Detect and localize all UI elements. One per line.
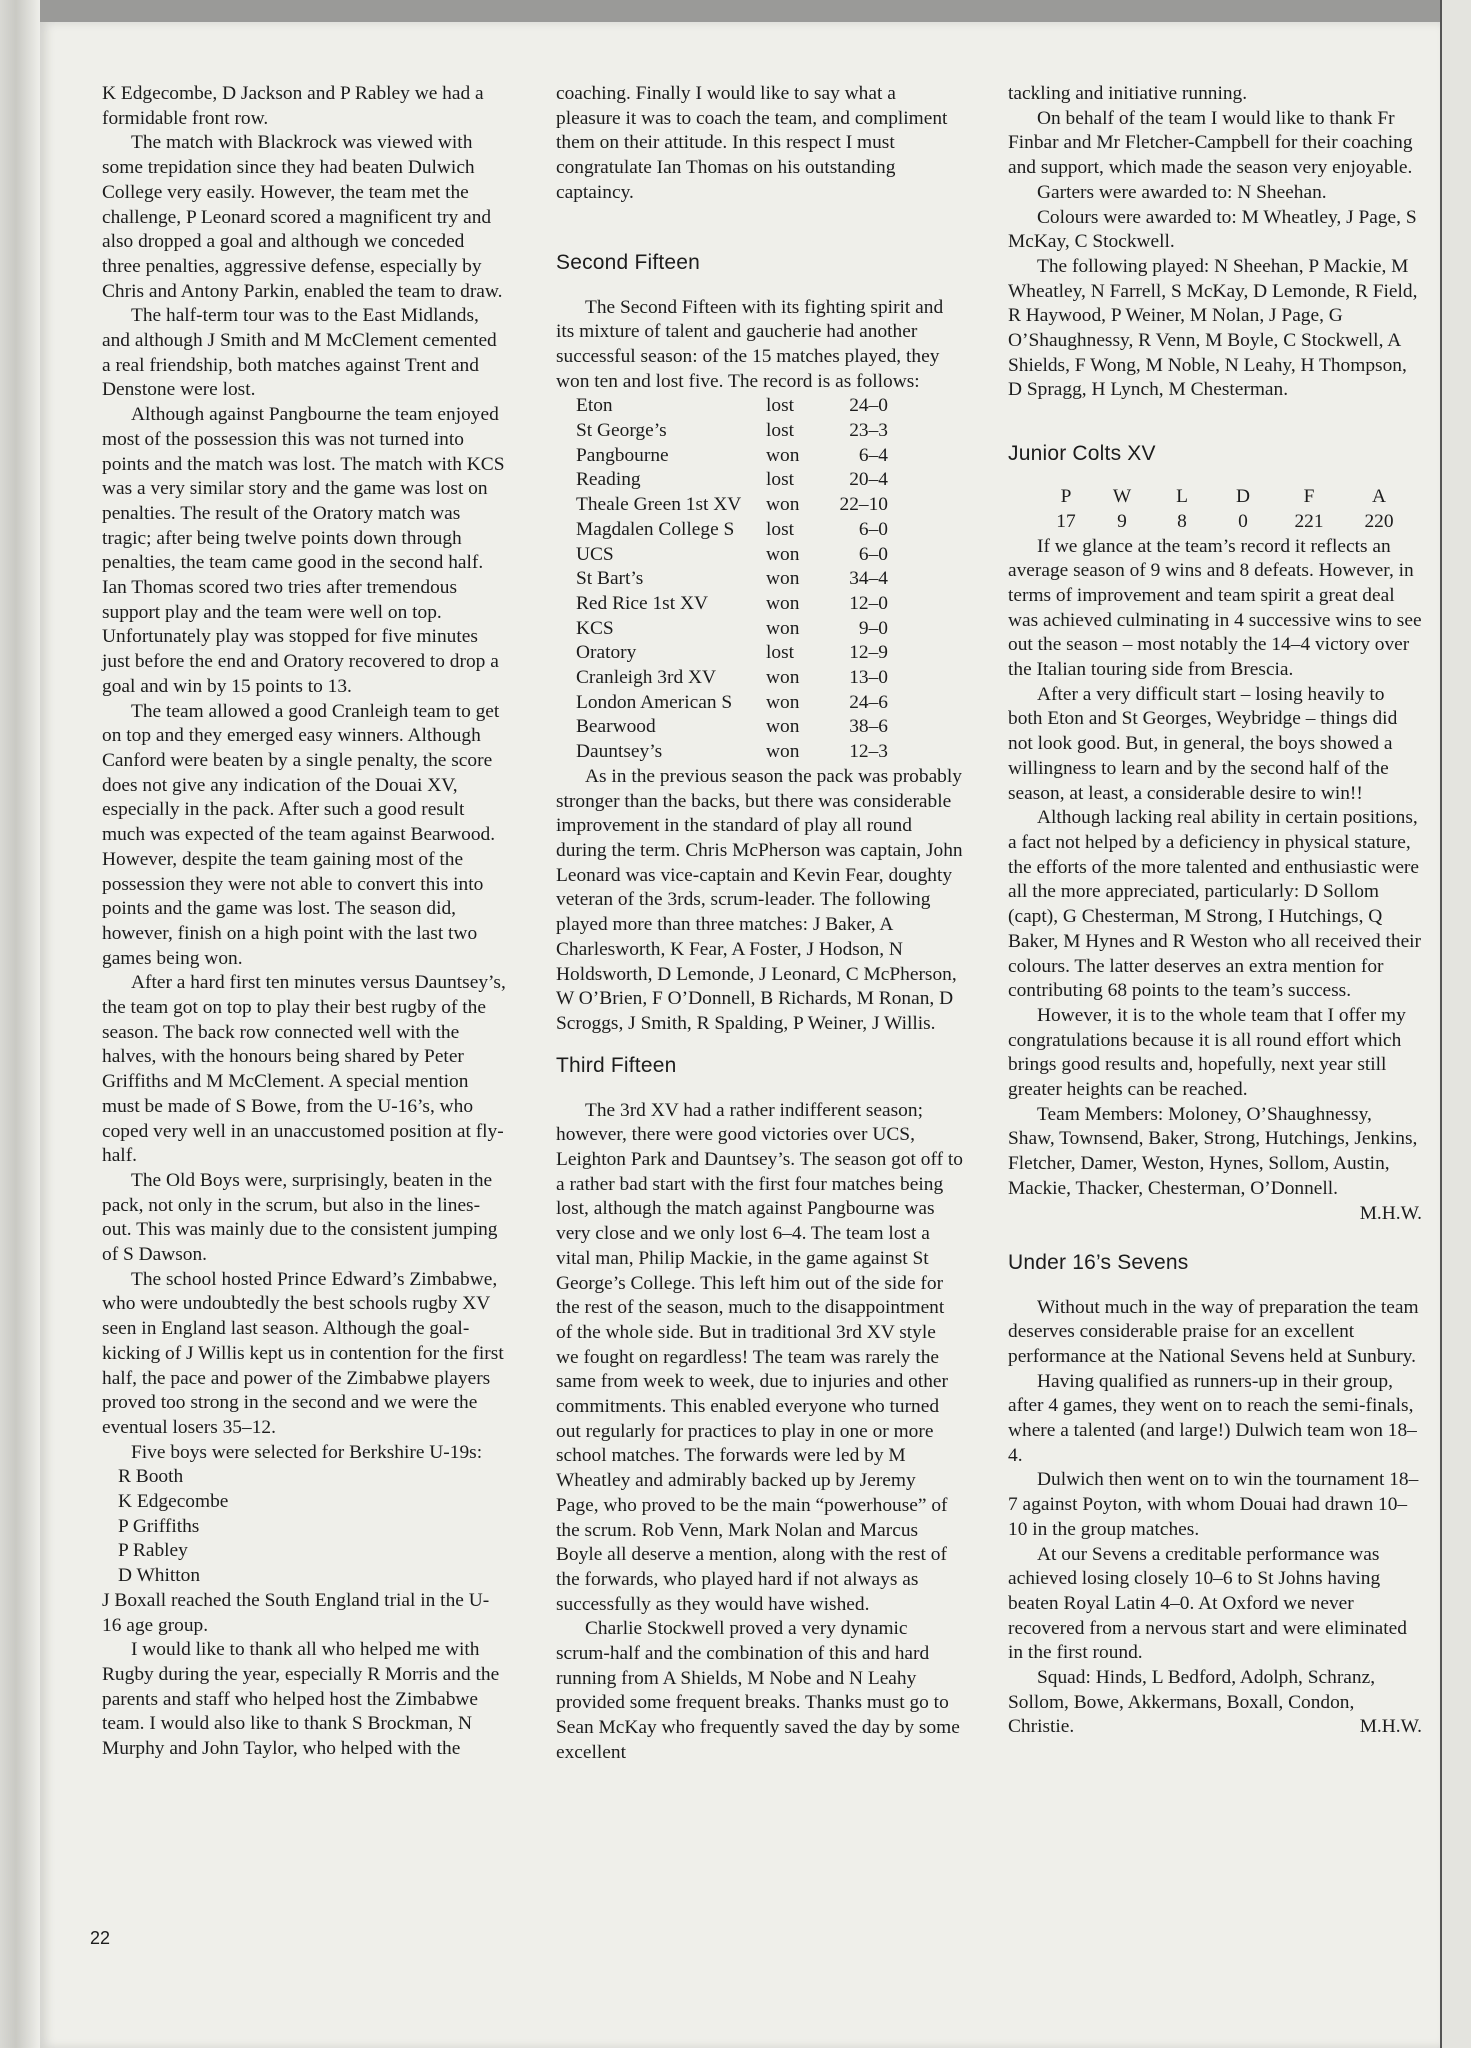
result-cell: won [766, 444, 800, 466]
paragraph [1008, 1666, 1422, 1740]
result-cell: won [766, 741, 800, 763]
paragraph: Without much in the way of preparation the team deserves considerable praise for an excellent performance at the National Sevens held at Sunbury. [1008, 1296, 1419, 1367]
section-heading-second-fifteen: Second Fifteen [556, 250, 701, 274]
result-cell: won [766, 716, 800, 738]
table-row [576, 567, 888, 592]
table-cell: 8 [1177, 510, 1187, 532]
paragraph: Garters were awarded to: N Sheehan. [1037, 181, 1327, 203]
paragraph: If we glance at the team’s record it reflects an average season of 9 wins and 8 defeats. However, in terms of improvement and team spirit a great deal was achieved culminating in 4 successive wins to see out the season – most notably the 14–4 victory over the Italian touring side from Brescia. [1008, 535, 1422, 681]
table-cell: 0 [1238, 510, 1248, 532]
table-row [576, 715, 888, 740]
paragraph: K Edgecombe, D Jackson and P Rabley we had a formidable front row. [102, 83, 484, 129]
facing-page-edge [1440, 0, 1471, 2048]
paragraph: Although against Pangbourne the team enjoyed most of the possession this was not turned into points and the match was lost. The match with KCS was a very similar story and the game was lost on penalties. The result of the Oratory match was tragic; after being twelve points down through penalties, the team came good in the second half. Ian Thomas scored two tries after tremendous support play and the team were well on top. Unfortunately play was stopped for five minutes just before the end and Oratory recovered to drop a goal and win by 15 points to 13. [102, 404, 505, 697]
score-cell: 12–3 [849, 741, 888, 763]
paragraph: However, it is to the whole team that I offer my congratulations because it is all round effort which brings good results and, hopefully, next year still greater heights can be reached. [1008, 1004, 1406, 1101]
paragraph [1008, 1103, 1422, 1224]
score-cell: 13–0 [849, 667, 888, 689]
opponent-cell: Reading [576, 469, 641, 491]
paragraph: After a very difficult start – losing heavily to both Eton and St Georges, Weybridge – things did not look good. But, in general, the boys showed a willingness to learn and by the second half of the season, at least, a considerable desire to win!! [1008, 683, 1398, 804]
score-cell: 38–6 [849, 716, 888, 738]
opponent-cell: UCS [576, 543, 614, 565]
table-row [576, 691, 888, 716]
opponent-cell: Oratory [576, 642, 637, 664]
table-row [576, 493, 888, 518]
list-item: R Booth [118, 1466, 184, 1488]
paragraph: coaching. Finally I would like to say what a pleasure it was to coach the team, and compliment them on their attitude. In this respect I must congratulate Ian Thomas on his outstanding captaincy. [556, 83, 948, 203]
paragraph: The team allowed a good Cranleigh team to get on top and they emerged easy winners. Although Canford were beaten by a single penalty, the score does not give any indication of the Douai XV, especially in the pack. After such a good result much was expected of the team against Bearwood. However, despite the team gaining most of the possession they were not able to convert this into points and the game was lost. The season did, however, finish on a high point with the last two games being won. [102, 700, 500, 969]
paragraph: The Old Boys were, surprisingly, beaten in the pack, not only in the scrum, but also in the lines-out. This was mainly due to the consistent jumping of S Dawson. [102, 1169, 498, 1266]
table-row [576, 444, 888, 469]
result-cell: won [766, 568, 800, 590]
opponent-cell: London American S [576, 691, 733, 713]
result-cell: won [766, 691, 800, 713]
section-heading-junior-colts: Junior Colts XV [1008, 442, 1156, 466]
table-row [576, 394, 888, 419]
result-cell: won [766, 617, 800, 639]
paragraph: Five boys were selected for Berkshire U-19s: [131, 1441, 483, 1463]
score-cell: 24–6 [849, 691, 888, 713]
result-cell: lost [766, 642, 795, 664]
result-cell: lost [766, 395, 795, 417]
paragraph: Colours were awarded to: M Wheatley, J Page, S McKay, C Stockwell. [1008, 206, 1417, 253]
team-members: Team Members: Moloney, O’Shaughnessy, Shaw, Townsend, Baker, Strong, Hutchings, Jenkins, Fletcher, Damer, Weston, Hynes, Sollom, Austin, Mackie, Thacker, Chesterman, O’Donnell. [1008, 1103, 1418, 1199]
table-row [576, 543, 888, 568]
page-number: 22 [90, 1928, 111, 1948]
table-cell: 9 [1117, 510, 1127, 532]
result-cell: lost [766, 420, 795, 442]
paragraph: After a hard first ten minutes versus Dauntsey’s, the team got on top to play their best rugby of the season. The back row connected well with the halves, with the honours being shared by Peter Griffiths and M McClement. A special mention must be made of S Bowe, from the U-16’s, who coped very well in an unaccustomed position at fly-half. [102, 972, 506, 1167]
opponent-cell: Magdalen College S [576, 518, 735, 540]
paragraph: At our Sevens a creditable performance was achieved losing closely 10–6 to St Johns having beaten Royal Latin 4–0. At Oxford we never recovered from a nervous start and were eliminated in the first round. [1008, 1543, 1407, 1664]
result-cell: won [766, 543, 800, 565]
result-cell: lost [766, 518, 795, 540]
paragraph: As in the previous season the pack was probably stronger than the backs, but there was considerable improvement in the standard of play all round during the term. Chris McPherson was captain, John Leonard was vice-captain and Kevin Fear, doughty veteran of the 3rds, scrum-leader. The following played more than three matches: J Baker, A Charlesworth, K Fear, A Foster, J Hodson, N Holdsworth, D Lemonde, J Leonard, C McPherson, W O’Brien, F O’Donnell, B Richards, M Ronan, D Scroggs, J Smith, R Spalding, P Weiner, J Willis. [556, 765, 963, 1034]
paragraph: The match with Blackrock was viewed with some trepidation since they had beaten Dulwich College very easily. However, the team met the challenge, P Leonard scored a magnificent try and also dropped a goal and although we conceded three penalties, aggressive defense, especially by Chris and Antony Parkin, enabled the team to draw. [102, 132, 503, 302]
table-header: D [1235, 486, 1250, 508]
paragraph: Having qualified as runners-up in their group, after 4 games, they went on to reach the semi-finals, where a talented (and large!) Dulwich team won 18–4. [1008, 1370, 1417, 1466]
list-item: P Rabley [118, 1540, 188, 1562]
table-row [576, 740, 888, 765]
paragraph: On behalf of the team I would like to thank Fr Finbar and Mr Fletcher-Campbell for their coaching and support, which made the season very enjoyable. [1008, 107, 1413, 179]
section-heading-under-16-sevens: Under 16’s Sevens [1008, 1250, 1189, 1274]
table-header: P [1060, 486, 1072, 508]
table-header: L [1176, 486, 1188, 508]
paragraph: The 3rd XV had a rather indifferent season; however, there were good victories over UCS, Leighton Park and Dauntsey’s. The season got off to a rather bad start with the first four matches being lost, although the match against Pangbourne was very close and we only lost 6–4. The team lost a vital man, Philip Mackie, in the game against St George’s College. This left him out of the side for the rest of the season, much to the disappointment of the whole side. But in traditional 3rd XV style we fought on regardless! The team was rarely the same from week to week, due to injuries and other commitments. This enabled everyone who turned out regularly for practices to play in one or more school matches. The forwards were led by M Wheatley and admirably backed up by Jeremy Page, who proved to be the main “powerhouse” of the scrum. Rob Venn, Mark Nolan and Marcus Boyle all deserve a mention, along with the rest of the forwards, who played hard if not always as successfully as they would have wished. [556, 1099, 963, 1615]
table-header: A [1371, 486, 1386, 508]
opponent-cell: Cranleigh 3rd XV [576, 667, 717, 689]
paragraph: Charlie Stockwell proved a very dynamic scrum-half and the combination of this and hard running from A Shields, M Nobe and N Leahy provided some frequent breaks. Thanks must go to Sean McKay who frequently saved the day by some excellent [556, 1618, 960, 1763]
table-header: F [1303, 486, 1315, 508]
table-row [576, 419, 888, 444]
score-cell: 23–3 [849, 420, 888, 442]
paragraph: The following played: N Sheehan, P Mackie, M Wheatley, N Farrell, S McKay, D Lemonde, R Field, R Haywood, P Weiner, M Nolan, J Page, G O’Shaughnessy, R Venn, M Boyle, C Stockwell, A Shields, F Wong, M Noble, N Leahy, H Thompson, D Spragg, H Lynch, M Chesterman. [1008, 255, 1418, 401]
paragraph: The school hosted Prince Edward’s Zimbabwe, who were undoubtedly the best schools rugby XV seen in England last season. Although the goal-kicking of J Willis kept us in contention for the first half, the pace and power of the Zimbabwe players proved too strong in the second and we were the eventual losers 35–12. [102, 1268, 504, 1438]
opponent-cell: St Bart’s [576, 568, 644, 590]
score-cell: 9–0 [858, 617, 888, 639]
score-cell: 20–4 [849, 469, 888, 491]
opponent-cell: Red Rice 1st XV [576, 592, 708, 614]
paragraph: tackling and initiative running. [1008, 83, 1248, 104]
table-header: W [1112, 486, 1132, 508]
opponent-cell: Theale Green 1st XV [576, 494, 742, 516]
table-row [576, 518, 888, 543]
column-3 [1008, 82, 1422, 1740]
paragraph: Dulwich then went on to win the tournament 18–7 against Poyton, with whom Douai had drawn 10–10 in the group matches. [1008, 1469, 1419, 1540]
opponent-cell: St George’s [576, 420, 667, 442]
berkshire-selection-list [118, 1465, 507, 1589]
table-row [576, 592, 888, 617]
table-cell: 220 [1364, 510, 1394, 532]
paragraph: J Boxall reached the South England trial in the U-16 age group. [102, 1589, 490, 1636]
table-row [576, 617, 888, 642]
opponent-cell: Pangbourne [576, 444, 669, 466]
score-cell: 34–4 [849, 568, 888, 590]
junior-colts-record-table [1040, 485, 1414, 534]
score-cell: 6–0 [858, 518, 888, 540]
table-cell: 221 [1294, 510, 1324, 532]
table-row [576, 641, 888, 666]
paragraph: The half-term tour was to the East Midlands, and although J Smith and M McClement cemented a real friendship, both matches against Trent and Denstone were lost. [102, 305, 497, 401]
column-2 [556, 82, 963, 1766]
result-cell: won [766, 494, 800, 516]
column-1 [102, 82, 507, 1762]
section-heading-third-fifteen: Third Fifteen [556, 1053, 677, 1077]
table-row [576, 468, 888, 493]
result-cell: won [766, 667, 800, 689]
score-cell: 22–10 [839, 494, 888, 516]
result-cell: won [766, 592, 800, 614]
opponent-cell: Dauntsey’s [576, 741, 663, 763]
opponent-cell: Bearwood [576, 716, 656, 738]
signature: M.H.W. [1359, 1202, 1422, 1224]
squad-list: Squad: Hinds, L Bedford, Adolph, Schranz, Sollom, Bowe, Akkermans, Boxall, Condon, Christie. [1008, 1667, 1376, 1738]
list-item: K Edgecombe [118, 1491, 229, 1513]
opponent-cell: Eton [576, 395, 613, 417]
score-cell: 6–4 [858, 444, 888, 466]
table-row [576, 666, 888, 691]
paragraph: The Second Fifteen with its fighting spirit and its mixture of talent and gaucherie had another successful season: of the 15 matches played, they won ten and lost five. The record is as follows: [556, 296, 944, 392]
book-gutter [0, 0, 40, 2048]
score-cell: 24–0 [849, 395, 888, 417]
score-cell: 6–0 [858, 543, 888, 565]
table-cell: 17 [1056, 510, 1076, 532]
list-item: P Griffiths [118, 1515, 200, 1537]
signature: M.H.W. [1359, 1716, 1422, 1738]
paragraph: I would like to thank all who helped me with Rugby during the year, especially R Morris and the parents and staff who helped host the Zimbabwe team. I would also like to thank S Brockman, N Murphy and John Taylor, who helped with the [102, 1639, 500, 1760]
list-item: D Whitton [118, 1565, 201, 1587]
second-fifteen-results-table [576, 394, 888, 765]
score-cell: 12–9 [849, 642, 888, 664]
opponent-cell: KCS [576, 617, 614, 639]
score-cell: 12–0 [849, 592, 888, 614]
result-cell: lost [766, 469, 795, 491]
paragraph: Although lacking real ability in certain positions, a fact not helped by a deficiency in physical stature, the efforts of the more talented and enthusiastic were all the more appreciated, particularly: D Sollom (capt), G Chesterman, M Strong, I Hutchings, Q Baker, M Hynes and R Weston who all received their colours. The latter deserves an extra mention for contributing 68 points to the team’s success. [1008, 807, 1422, 1002]
